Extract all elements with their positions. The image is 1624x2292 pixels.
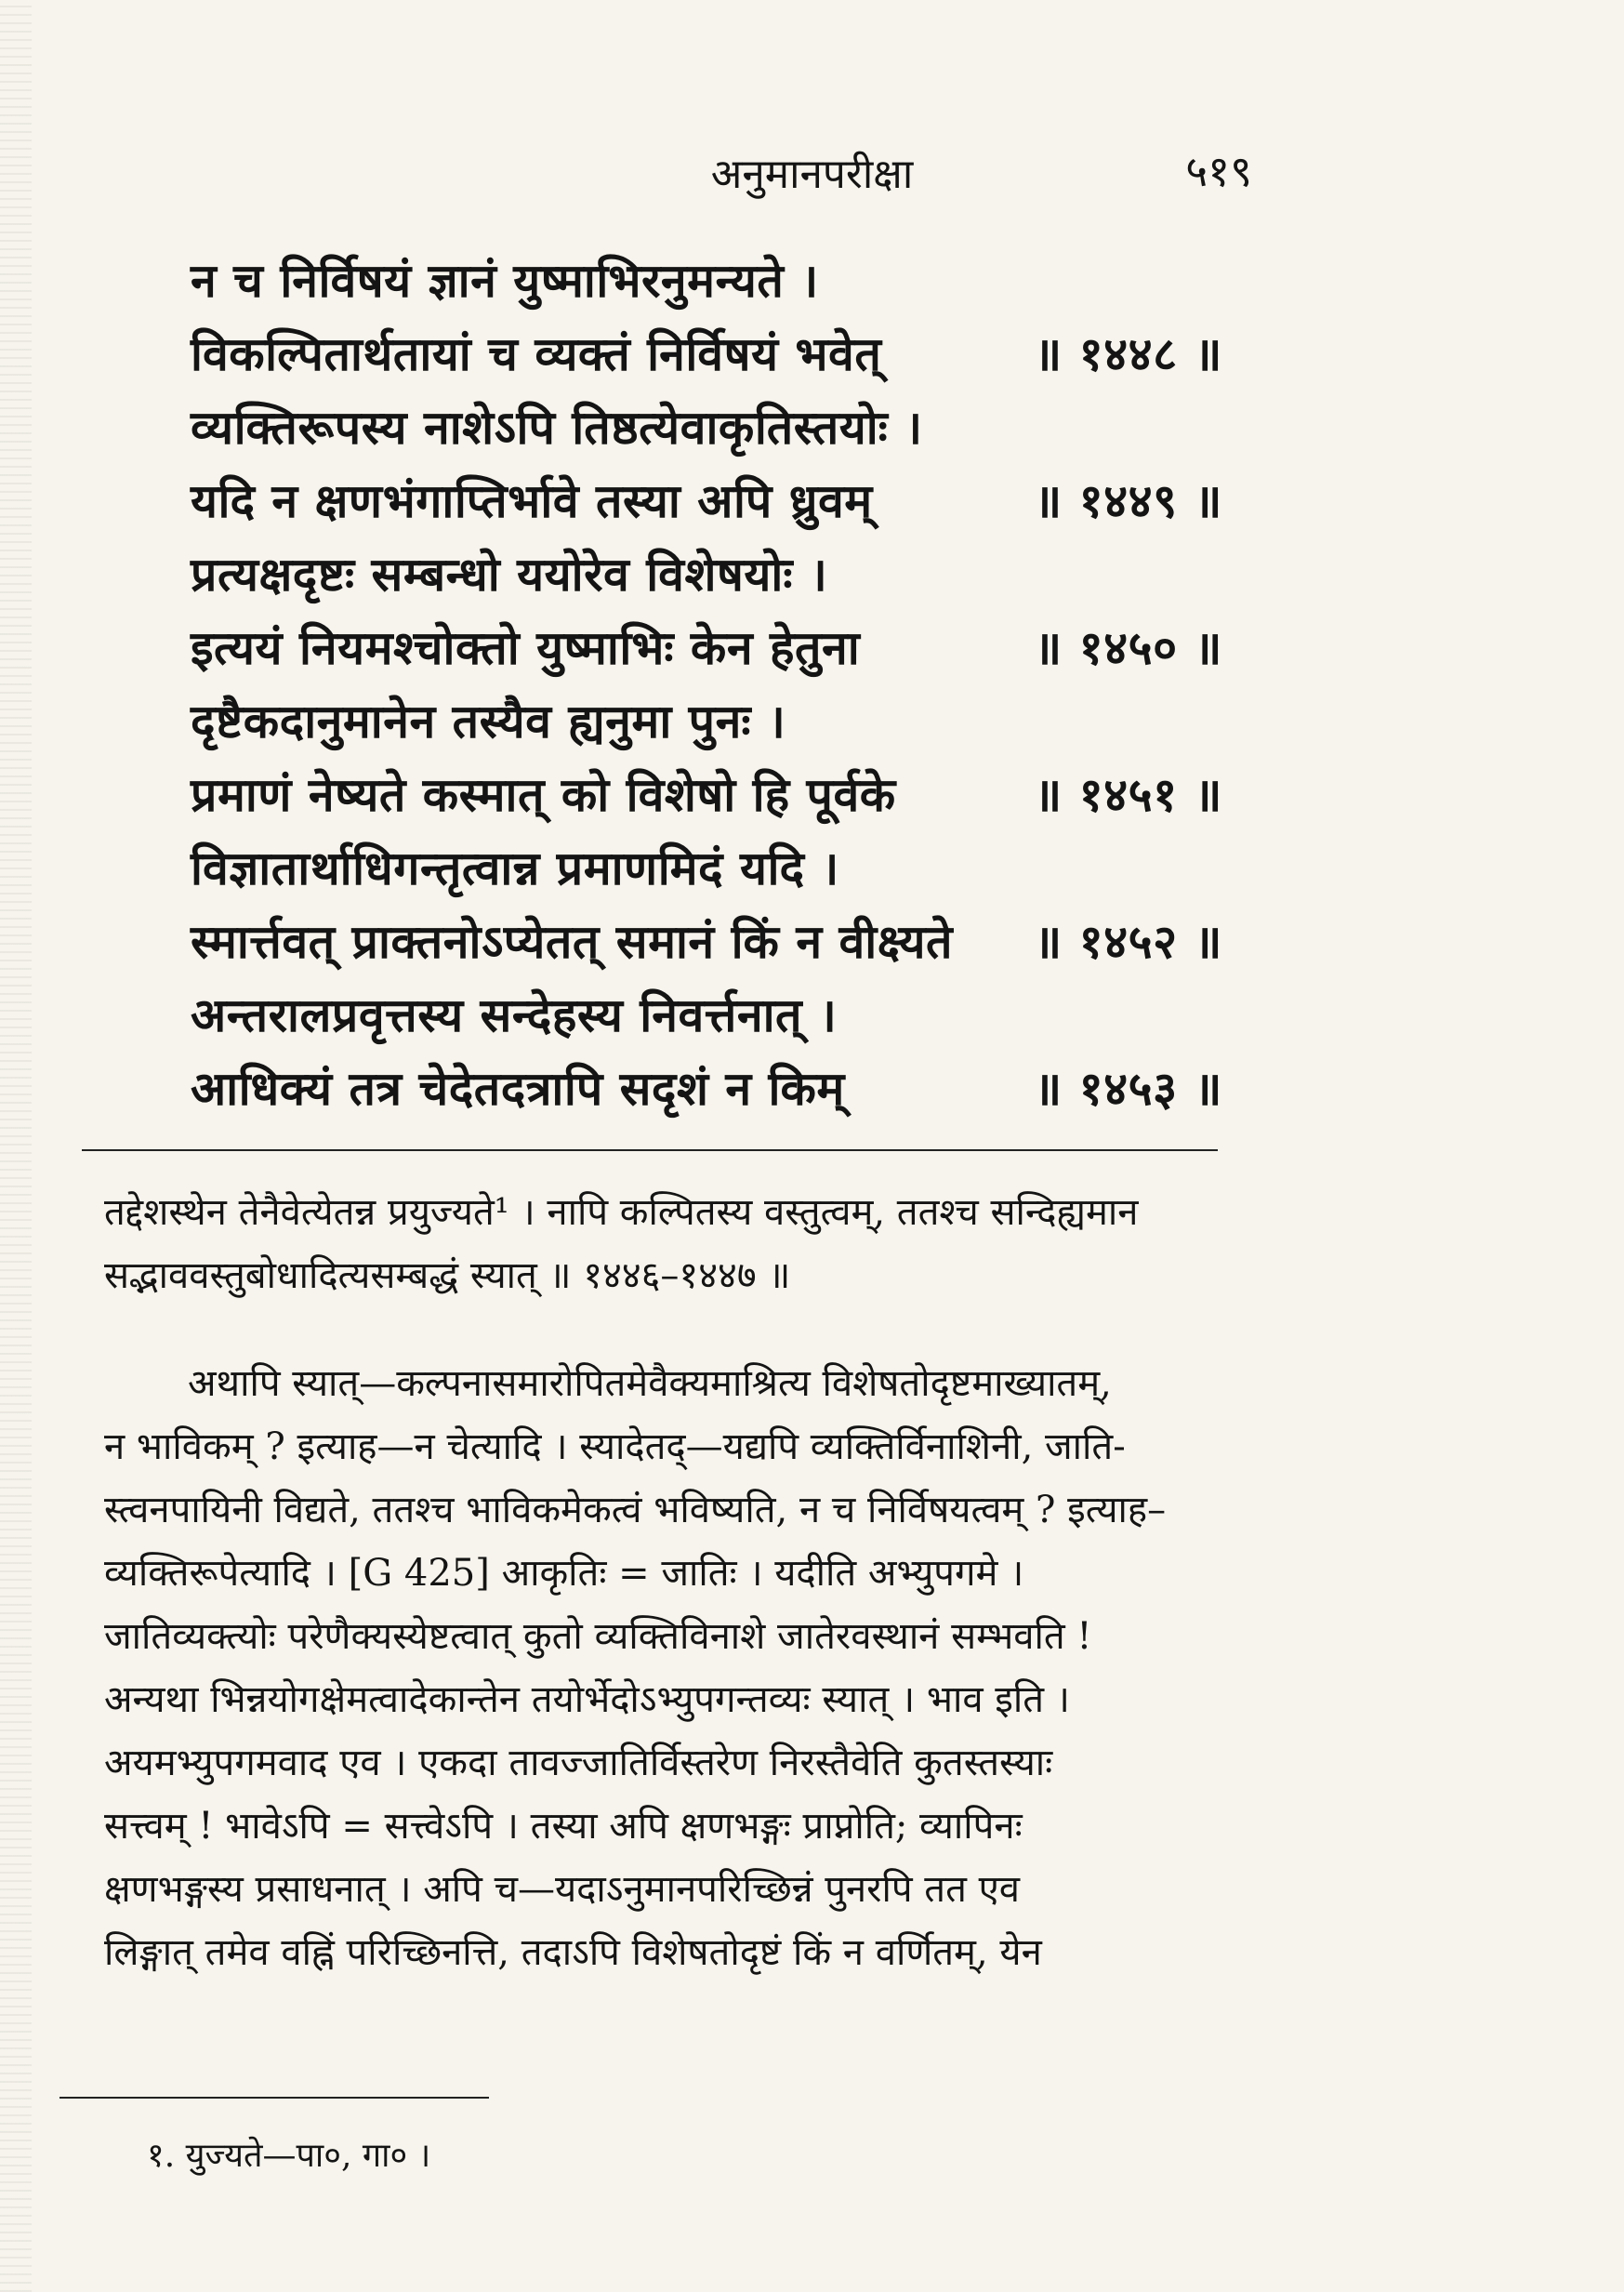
verse-text: न च निर्विषयं ज्ञानं युष्माभिरनुमन्यते ।: [191, 253, 819, 308]
commentary-line: अन्यथा भिन्नयोगक्षेमत्वादेकान्तेन तयोर्भेदोऽभ्युपगन्तव्यः स्यात् । भाव इति ।: [104, 1678, 1070, 1721]
commentary-line: लिङ्गात् तमेव वह्निं परिच्छिनत्ति, तदाऽपि विशेषतोदृष्टं किं न वर्णितम्, येन: [104, 1931, 1042, 1974]
commentary-line: अथापि स्यात्—कल्पनासमारोपितमेवैक्यमाश्रित्य विशेषतोदृष्टमाख्यातम्,: [188, 1362, 1112, 1405]
footnote: १. युज्यते—पा०, गा० ।: [147, 2137, 431, 2175]
paragraph-gap: [104, 1307, 1236, 1352]
verse-line: [191, 464, 1222, 537]
commentary-line: जातिव्यक्त्योः परेणैक्यस्येष्टत्वात् कुतो व्यक्तिविनाशे जातेरवस्थानं सम्भवति !: [104, 1615, 1092, 1658]
verse-line: [191, 317, 1222, 391]
commentary-line: तद्देशस्थेन तेनैवेत्येतन्न प्रयुज्यते¹ । नापि कल्पितस्य वस्तुत्वम्, ततश्च सन्दिह्यमान: [104, 1191, 1139, 1234]
verse-line: [191, 611, 1222, 684]
commentary-line: व्यक्तिरूपेत्यादि । [G 425] आकृतिः = जातिः । यदीति अभ्युपगमे ।: [104, 1552, 1024, 1595]
verse-text: स्मार्त्तवत् प्राक्तनोऽप्येतत् समानं किं न वीक्ष्यते: [191, 914, 953, 969]
verse-line: [191, 684, 1222, 758]
verse-text: आधिक्यं तत्र चेदेतदत्रापि सदृशं न किम्: [191, 1061, 845, 1116]
verse-line: [191, 391, 1222, 464]
commentary-block: [104, 1181, 1236, 1984]
section-divider: [82, 1149, 1218, 1151]
running-head-title: अनुमानपरीक्षा: [710, 151, 914, 198]
commentary-line: सद्भाववस्तुबोधादित्यसम्बद्धं स्यात् ॥ १४४६–१४४७ ॥: [104, 1254, 791, 1297]
commentary-line: न भाविकम् ? इत्याह—न चेत्यादि । स्यादेतद्—यद्यपि व्यक्तिर्विनाशिनी, जाति-: [104, 1425, 1126, 1468]
verse-text: अन्तरालप्रवृत्तस्य सन्देहस्य निवर्त्तनात् ।: [191, 987, 838, 1042]
commentary-line: अयमभ्युपगमवाद एव । एकदा तावज्जातिर्विस्तरेण निरस्तैवेति कुतस्तस्याः: [104, 1742, 1053, 1784]
verse-text: दृष्टैकदानुमानेन तस्यैव ह्यनुमा पुनः ।: [191, 694, 786, 749]
verse-text: यदि न क्षणभंगाप्तिर्भावे तस्या अपि ध्रुवम्: [191, 473, 873, 528]
verse-block: [191, 244, 1222, 1125]
verse-number: ॥ १४४८ ॥: [1034, 326, 1222, 381]
verse-text: विकल्पितार्थतायां च व्यक्तं निर्विषयं भवेत्: [191, 326, 882, 381]
verse-number: ॥ १४५२ ॥: [1034, 914, 1222, 969]
page-number: ५१९: [1185, 146, 1252, 196]
verse-text: व्यक्तिरूपस्य नाशेऽपि तिष्ठत्येवाकृतिस्तयोः ।: [191, 400, 923, 455]
verse-line: [191, 537, 1222, 611]
verse-text: प्रत्यक्षदृष्टः सम्बन्धो ययोरेव विशेषयोः ।: [191, 547, 828, 602]
verse-line: [191, 758, 1222, 831]
footnote-divider: [59, 2097, 489, 2099]
verse-number: ॥ १४५१ ॥: [1034, 767, 1222, 822]
verse-text: प्रमाणं नेष्यते कस्मात् को विशेषो हि पूर्वके: [191, 767, 896, 822]
verse-line: [191, 244, 1222, 317]
commentary-line: क्षणभङ्गस्य प्रसाधनात् । अपि च—यदाऽनुमानपरिच्छिन्नं पुनरपि तत एव: [104, 1868, 1020, 1911]
verse-number: ॥ १४५३ ॥: [1034, 1061, 1222, 1116]
verse-line: [191, 905, 1222, 978]
verse-line: [191, 1052, 1222, 1125]
verse-line: [191, 978, 1222, 1052]
commentary-line: सत्त्वम् ! भावेऽपि = सत्त्वेऽपि । तस्या अपि क्षणभङ्गः प्राप्नोति; व्यापिनः: [104, 1805, 1023, 1848]
verse-text: इत्ययं नियमश्चोक्तो युष्माभिः केन हेतुना: [191, 620, 861, 675]
commentary-line: स्त्वनपायिनी विद्यते, ततश्च भाविकमेकत्वं भविष्यति, न च निर्विषयत्वम् ? इत्याह–: [104, 1489, 1167, 1531]
verse-number: ॥ १४४९ ॥: [1034, 473, 1222, 528]
verse-text: विज्ञातार्थाधिगन्तृत्वान्न प्रमाणमिदं यदि ।: [191, 841, 839, 895]
verse-line: [191, 831, 1222, 905]
verse-number: ॥ १४५० ॥: [1034, 620, 1222, 675]
